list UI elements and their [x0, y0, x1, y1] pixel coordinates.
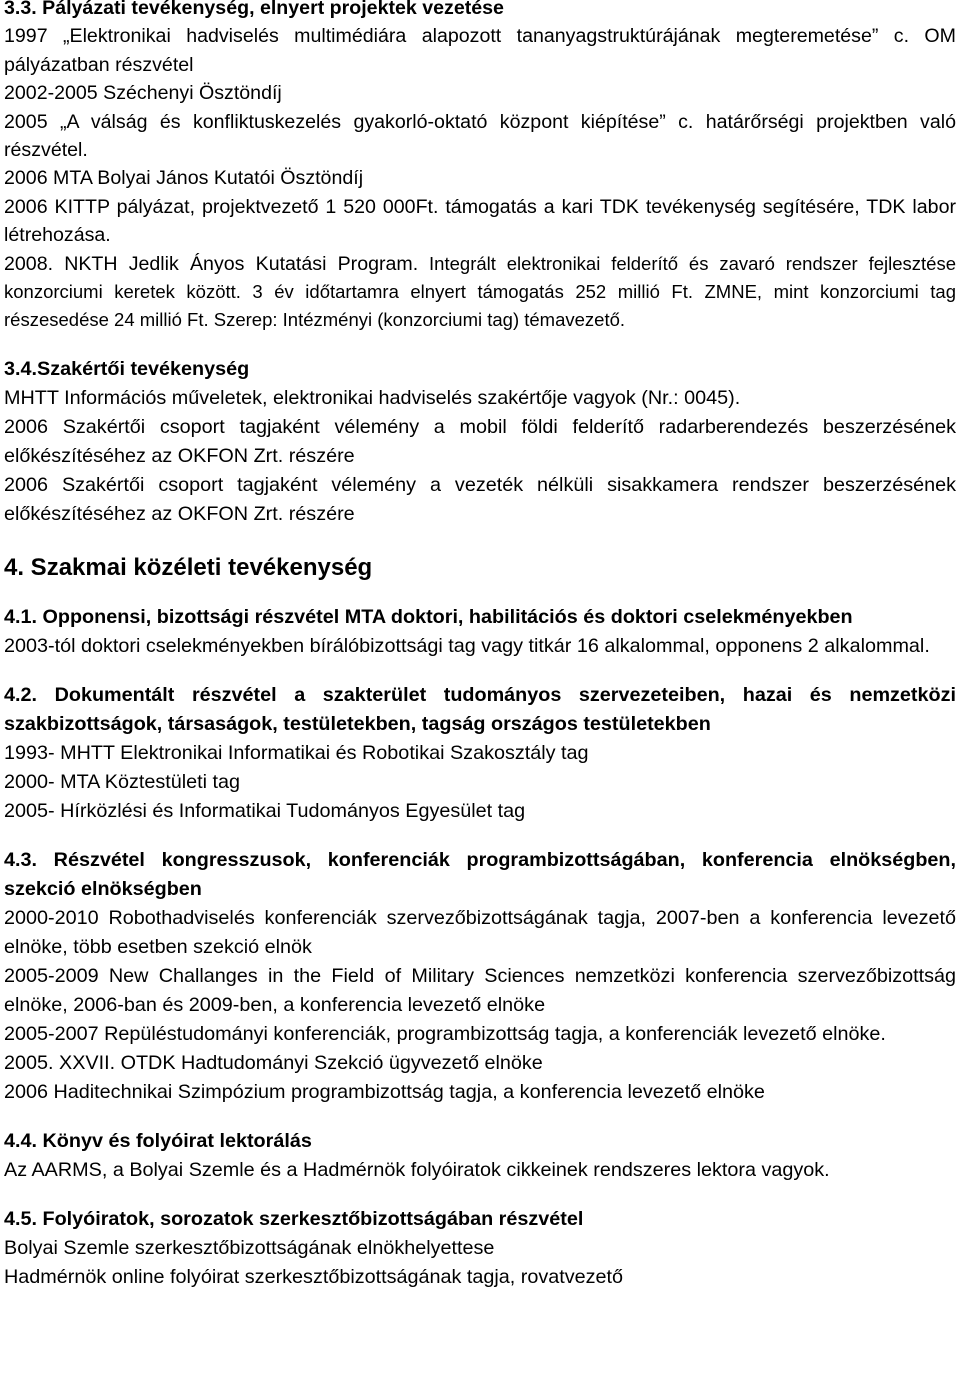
- section-4-4: [4, 1127, 956, 1185]
- paragraph: 2002-2005 Széchenyi Ösztöndíj: [4, 82, 282, 105]
- paragraph: 2003-tól doktori cselekményekben bírálóbizottsági tag vagy titkár 16 alkalommal, opponens 2 alkalommal.: [4, 634, 930, 657]
- paragraph: 2005-2007 Repüléstudományi konferenciák, programbizottság tagja, a konferenciák levezető elnöke.: [4, 1022, 886, 1045]
- section-heading: 4.2. Dokumentált részvétel a szakterület tudományos szervezeteiben, hazai és nemzetközi szakbizottságok, társaságok, testületekben, tagság országos testületekben: [4, 683, 956, 735]
- paragraph: 2000-2010 Robothadviselés konferenciák szervezőbizottságának tagja, 2007-ben a konferencia levezető elnöke, több esetben szekció elnök: [4, 906, 956, 958]
- list-item: 2005- Hírközlési és Informatikai Tudományos Egyesület tag: [4, 799, 526, 822]
- paragraph: 2006 Szakértői csoport tagjaként vélemény a vezeték nélküli sisakkamera rendszer beszerzésének előkészítéséhez az OKFON Zrt. részére: [4, 473, 956, 525]
- list-item: 2000- MTA Köztestületi tag: [4, 770, 241, 793]
- paragraph: 1997 „Elektronikai hadviselés multimédiára alapozott tananyagstruktúrájának megteremetése” c. OM pályázatban részvétel: [4, 25, 956, 76]
- paragraph-body: Integrált elektronikai felderítő és zavaró rendszer fejlesztése konzorciumi keretek között. 3 év időtartamra elnyert támogatás 252 millió Ft. ZMNE, mint konzorciumi tag részesedése 24 millió Ft. Szerep: Intézményi (konzorciumi tag) témavezető.: [4, 252, 956, 331]
- paragraph: Az AARMS, a Bolyai Szemle és a Hadmérnök folyóiratok cikkeinek rendszeres lektora vagyok.: [4, 1158, 830, 1181]
- paragraph: MHTT Információs műveletek, elektronikai hadviselés szakértője vagyok (Nr.: 0045).: [4, 386, 741, 409]
- section-heading: 4.1. Opponensi, bizottsági részvétel MTA doktori, habilitációs és doktori cselekményekben: [4, 605, 853, 628]
- paragraph: 2006 MTA Bolyai János Kutatói Ösztöndíj: [4, 167, 364, 190]
- section-4: [4, 551, 956, 585]
- paragraph: 2006 KITTP pályázat, projektvezető 1 520 000Ft. támogatás a kari TDK tevékenység segítésére, TDK labor létrehozása.: [4, 195, 956, 247]
- paragraph-lead: 2008. NKTH Jedlik Ányos Kutatási Program.: [4, 252, 419, 275]
- section-3-3: [4, 0, 956, 335]
- section-4-1: [4, 603, 956, 661]
- paragraph: 2006 Szakértői csoport tagjaként vélemény a mobil földi felderítő radarberendezés beszerzésének előkészítéséhez az OKFON Zrt. részére: [4, 415, 956, 467]
- section-4-2: [4, 681, 956, 826]
- paragraph: 2006 Haditechnikai Szimpózium programbizottság tagja, a konferencia levezető elnöke: [4, 1080, 765, 1103]
- paragraph: Hadmérnök online folyóirat szerkesztőbizottságának tagja, rovatvezető: [4, 1265, 624, 1288]
- section-4-3: [4, 846, 956, 1107]
- paragraph: 2005. XXVII. OTDK Hadtudományi Szekció ügyvezető elnöke: [4, 1051, 543, 1074]
- paragraph: Bolyai Szemle szerkesztőbizottságának elnökhelyettese: [4, 1236, 495, 1259]
- section-heading: 3.3. Pályázati tevékenység, elnyert projektek vezetése: [4, 0, 504, 19]
- section-heading: 4.4. Könyv és folyóirat lektorálás: [4, 1129, 312, 1152]
- list-item: 1993- MHTT Elektronikai Informatikai és Robotikai Szakosztály tag: [4, 741, 589, 764]
- chapter-heading: 4. Szakmai közéleti tevékenység: [4, 553, 373, 581]
- paragraph: 2005 „A válság és konfliktuskezelés gyakorló-oktató központ kiépítése” c. határőrségi projektben való részvétel.: [4, 110, 956, 162]
- section-heading: 4.3. Részvétel kongresszusok, konferenciák programbizottságában, konferencia elnökségben, szekció elnökségben: [4, 848, 956, 900]
- paragraph: 2005-2009 New Challanges in the Field of Military Sciences nemzetközi konferencia szervezőbizottság elnöke, 2006-ban és 2009-ben, a konferencia levezető elnöke: [4, 964, 956, 1016]
- section-heading: 3.4.Szakértői tevékenység: [4, 357, 250, 380]
- paragraph: [4, 250, 956, 335]
- section-heading: 4.5. Folyóiratok, sorozatok szerkesztőbizottságában részvétel: [4, 1207, 584, 1230]
- section-3-4: [4, 355, 956, 529]
- section-4-5: [4, 1205, 956, 1292]
